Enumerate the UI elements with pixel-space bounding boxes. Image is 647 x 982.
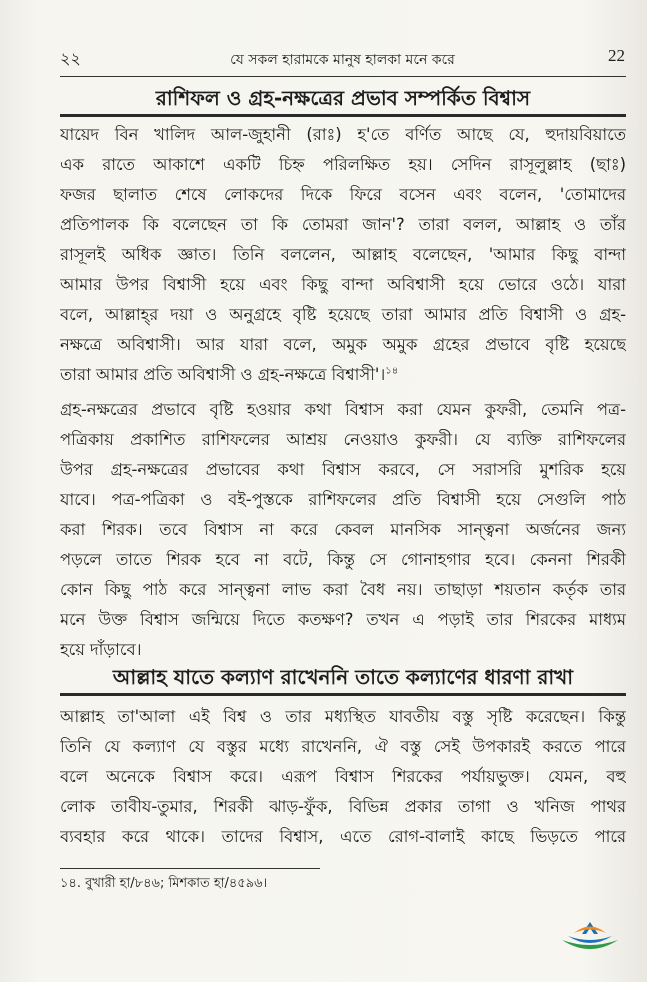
text-line: আমার উপর বিশ্বাসী হয়ে এবং কিছু বান্দা অবিশ্বাসী হয়ে ভোরে ওঠে। যারা <box>60 275 626 294</box>
text-line: আল্লাহ তা'আলা এই বিশ্ব ও তার মধ্যস্থিত যাবতীয় বস্তু সৃষ্টি করেছেন। কিন্তু <box>60 707 626 726</box>
text-line: মনে উক্ত বিশ্বাস জন্মিয়ে দিতে কতক্ষণ? তখন এ পড়াই তার শিরকের মাধ্যম <box>60 610 626 629</box>
text-line: লোক তাবীয-তুমার, শিরকী ঝাড়-ফুঁক, বিভিন্ন প্রকার তাগা ও খনিজ পাথর <box>60 797 626 816</box>
page-number: 22 <box>608 46 625 65</box>
page-header <box>60 46 625 76</box>
text-line: বলে, আল্লাহ্‌র দয়া ও অনুগ্রহে বৃষ্টি হয়েছে তারা আমার প্রতি বিশ্বাসী ও গ্রহ- <box>60 305 626 324</box>
text-line: যাবে। পত্র-পত্রিকা ও বই-পুস্তকে রাশিফলের প্রতি বিশ্বাসী হয়ে সেগুলি পাঠ <box>60 490 626 509</box>
footnote-rule <box>60 868 320 869</box>
text-line: ফজর ছালাত শেষে লোকদের দিকে ফিরে বসেন এবং বলেন, 'তোমাদের <box>60 185 626 204</box>
text-line: পড়লে তাতে শিরক হবে না বটে, কিন্তু সে গোনাহগার হবে। কেননা শিরকী <box>60 550 626 569</box>
section-heading-horoscope: রাশিফল ও গ্রহ-নক্ষত্রের প্রভাব সম্পর্কিত বিশ্বাস <box>155 86 531 110</box>
heading-underline <box>60 693 626 696</box>
text-line: এক রাতে আকাশে একটি চিহ্ন পরিলক্ষিত হয়। সেদিন রাসূলুল্লাহ (ছাঃ) <box>60 155 626 174</box>
publisher-logo-icon <box>560 918 620 956</box>
text-line: কোন কিছু পাঠ করে সান্ত্বনা লাভ করা বৈধ নয়। তাছাড়া শয়তান কর্তৃক তার <box>60 580 626 599</box>
paragraph-false-benefit <box>60 702 626 852</box>
text-line: গ্রহ-নক্ষত্রের প্রভাবে বৃষ্টি হওয়ার কথা বিশ্বাস করা যেমন কুফরী, তেমনি পত্র- <box>60 400 626 419</box>
section-heading-false-benefit: আল্লাহ যাতে কল্যাণ রাখেননি তাতে কল্যাণের ধারণা রাখা <box>112 665 574 689</box>
text-line: করা শিরক। তবে বিশ্বাস না করে কেবল মানসিক সান্ত্বনা অর্জনের জন্য <box>60 520 626 539</box>
heading-underline <box>60 114 626 117</box>
paragraph-hadith <box>60 120 626 390</box>
text-line: রাসূলই অধিক জ্ঞাত। তিনি বললেন, আল্লাহ বলেছেন, 'আমার কিছু বান্দা <box>60 245 626 264</box>
text-line: বলে অনেকে বিশ্বাস করে। এরূপ বিশ্বাস শিরকের পর্যায়ভুক্ত। যেমন, বহু <box>60 767 626 786</box>
text-line: পত্রিকায় প্রকাশিত রাশিফলের আশ্রয় নেওয়াও কুফরী। যে ব্যক্তি রাশিফলের <box>60 430 626 449</box>
text-line: উপর গ্রহ-নক্ষত্রের প্রভাবের কথা বিশ্বাস করবে, সে সরাসরি মুশরিক হয়ে <box>60 460 626 479</box>
footnote-text: ১৪. বুখারী হা/৮৪৬; মিশকাত হা/৪৫৯৬। <box>60 876 268 891</box>
running-title: যে সকল হারামকে মানুষ হালকা মনে করে <box>230 52 455 68</box>
text-line: নক্ষত্রে অবিশ্বাসী। আর যারা বলে, অমুক অমুক গ্রহের প্রভাবে বৃষ্টি হয়েছে <box>60 335 626 354</box>
text-line-with-footnote <box>60 360 626 390</box>
page-number-bengali: ২২ <box>60 49 81 68</box>
text-line: ব্যবহার করে থাকে। তাদের বিশ্বাস, এতে রোগ-বালাই কাছে ভিড়তে পারে <box>60 827 626 846</box>
text-line: যায়েদ বিন খালিদ আল-জুহানী (রাঃ) হ'তে বর্ণিত আছে যে, হুদায়বিয়াতে <box>60 125 626 144</box>
header-rule <box>60 76 626 77</box>
paragraph-horoscope-ruling <box>60 395 626 665</box>
text-line: তারা আমার প্রতি অবিশ্বাসী ও গ্রহ-নক্ষত্রে বিশ্বাসী'। <box>60 365 386 384</box>
footnote-marker[interactable]: ১৪ <box>385 365 399 377</box>
text-line: প্রতিপালক কি বলেছেন তা কি তোমরা জান'? তারা বলল, আল্লাহ ও তাঁর <box>60 215 626 234</box>
text-line: তিনি যে কল্যাণ যে বস্তুর মধ্যে রাখেননি, ঐ বস্তু সেই উপকারই করতে পারে <box>60 737 626 756</box>
text-line: হয়ে দাঁড়াবে। <box>60 640 142 659</box>
